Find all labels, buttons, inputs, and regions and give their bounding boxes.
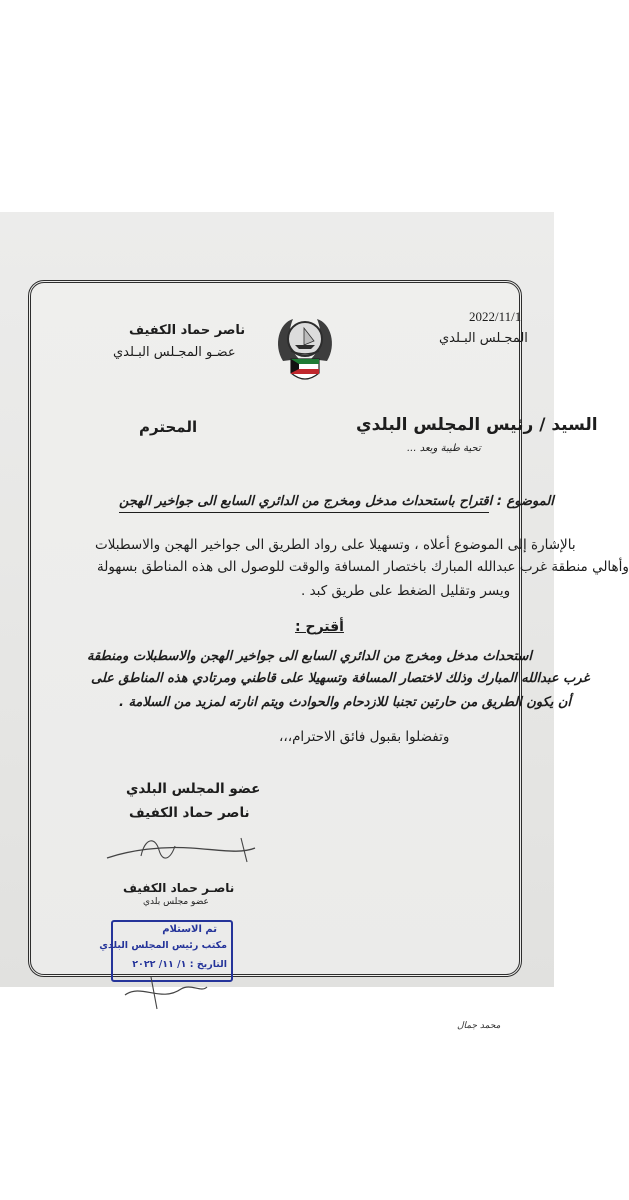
signature-name: ناصر حماد الكفيف bbox=[129, 805, 250, 821]
proposal-line: استحداث مدخل ومخرج من الدائري السابع الى جواخير الهجن والاسطبلات ومنطقة bbox=[87, 649, 533, 664]
received-signature bbox=[121, 973, 211, 1013]
honorific: المحترم bbox=[139, 418, 198, 436]
body-line: بالإشارة إلى الموضوع أعلاه ، وتسهيلا على رواد الطريق الى جواخير الهجن والاسطبلات bbox=[95, 537, 576, 553]
sender-name: ناصر حماد الكفيف bbox=[129, 323, 246, 338]
stamp-sender-role: عضو مجلس بلدي bbox=[143, 897, 209, 907]
document-photo bbox=[0, 212, 629, 1031]
signature-title: عضو المجلس البلدي bbox=[126, 781, 261, 797]
proposal-line: غرب عبدالله المبارك وذلك لاختصار المسافة وتسهيلا على قاطني ومرتادي هذه المناطق على bbox=[91, 671, 590, 686]
watermark: محمد جمال bbox=[457, 1021, 501, 1031]
closing-line: وتفضلوا بقبول فائق الاحترام،،، bbox=[279, 729, 450, 745]
stamp-sender-name: ناصـر حماد الكفيف bbox=[123, 881, 235, 895]
proposal-heading: أقترح : bbox=[295, 619, 344, 635]
received-stamp-line: تم الاستلام bbox=[162, 924, 217, 935]
received-stamp-date: التاريخ : ١/ ١١/ ٢٠٢٢ bbox=[132, 959, 227, 970]
received-stamp-line: مكتب رئيس المجلس البلدي bbox=[99, 940, 227, 951]
kuwait-emblem-icon bbox=[269, 311, 341, 391]
proposal-line: أن يكون الطريق من حارتين تجنبا للازدحام والحوادث ويتم انارته لمزيد من السلامة . bbox=[119, 695, 572, 710]
subject-line: الموضوع : اقتراح باستحداث مدخل ومخرج من الدائري السابع الى جواخير الهجن bbox=[119, 494, 554, 509]
letter-page bbox=[28, 280, 629, 1031]
body-line: وأهالي منطقة غرب عبدالله المبارك باختصار المسافة والوقت للوصول الى هذه المناطق بسهولة bbox=[97, 559, 629, 575]
greeting: تحية طيبة وبعد ... bbox=[407, 443, 481, 454]
subject-underline bbox=[119, 512, 489, 513]
handwritten-signature bbox=[101, 828, 261, 878]
addressee: السيد / رئيس المجلس البلدي bbox=[356, 415, 598, 435]
letter-date: 2022/11/1 bbox=[469, 309, 522, 324]
sender-title: عضـو المجـلس البـلدي bbox=[113, 345, 236, 360]
body-line: ويسر وتقليل الضغط على طريق كبد . bbox=[301, 583, 511, 599]
department-label: المجـلس البـلدي bbox=[439, 331, 528, 346]
